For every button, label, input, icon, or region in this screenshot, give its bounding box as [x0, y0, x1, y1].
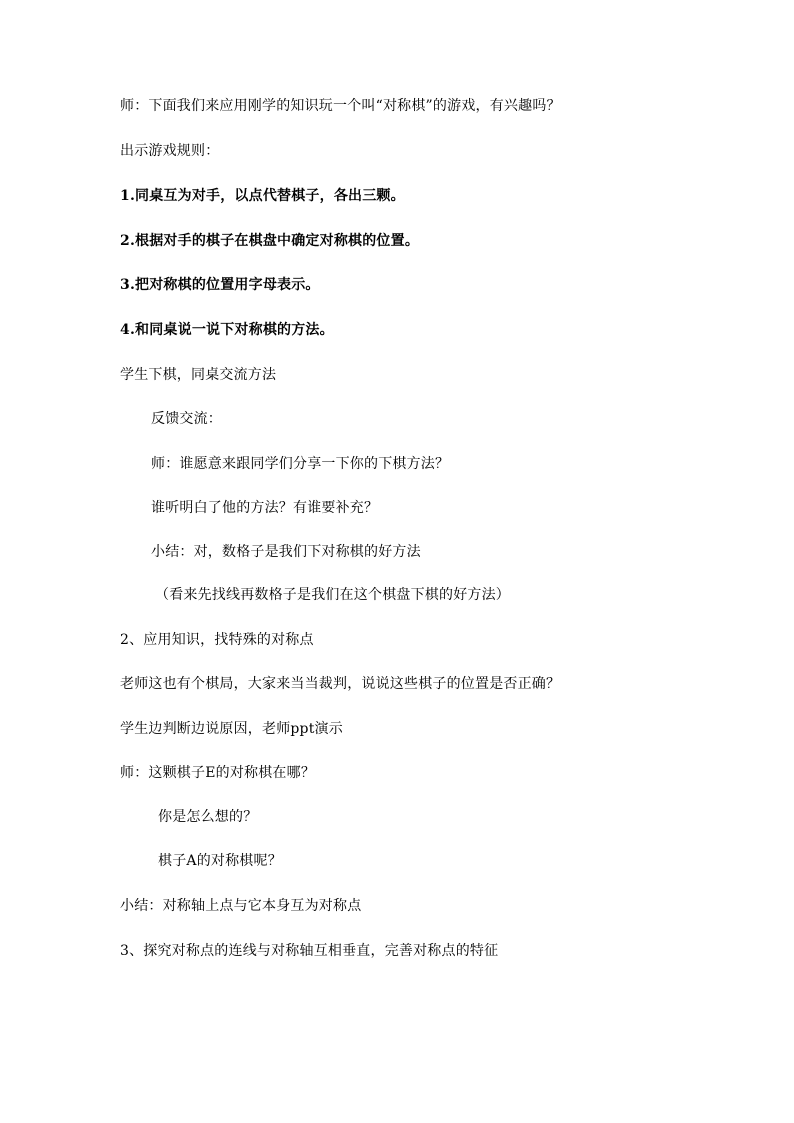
teacher-question-e: 师：这颗棋子E的对称棋在哪？ [120, 765, 316, 781]
section-3-heading: 3、探究对称点的连线与对称轴互相垂直，完善对称点的特征 [120, 943, 499, 959]
student-activity: 学生下棋，同桌交流方法 [120, 367, 277, 383]
section-2-heading: 2、应用知识，找特殊的对称点 [120, 632, 314, 648]
rule-item-4: 4.和同桌说一说下对称棋的方法。 [120, 322, 334, 338]
teacher-question-share: 师：谁愿意来跟同学们分享一下你的下棋方法？ [151, 456, 450, 472]
question-piece-a: 棋子A的对称棋呢？ [158, 853, 282, 869]
question-how-think: 你是怎么想的？ [158, 809, 258, 825]
game-rules-heading: 出示游戏规则： [120, 143, 220, 159]
summary-axis-points: 小结：对称轴上点与它本身互为对称点 [120, 898, 362, 914]
rule-item-2: 2.根据对手的棋子在棋盘中确定对称棋的位置。 [120, 233, 420, 249]
dialogue-teacher-intro: 师：下面我们来应用刚学的知识玩一个叫“对称棋”的游戏，有兴趣吗？ [120, 98, 561, 114]
summary-count-squares: 小结：对，数格子是我们下对称棋的好方法 [151, 544, 421, 560]
teacher-question-supplement: 谁听明白了他的方法？有谁要补充？ [151, 500, 379, 516]
rule-item-3: 3.把对称棋的位置用字母表示。 [120, 277, 320, 293]
feedback-heading: 反馈交流： [151, 411, 222, 427]
teacher-referee-prompt: 老师这也有个棋局，大家来当当裁判，说说这些棋子的位置是否正确？ [120, 676, 561, 692]
parenthetical-note: （看来先找线再数格子是我们在这个棋盘下棋的好方法） [155, 587, 510, 603]
student-judge-activity: 学生边判断边说原因，老师ppt演示 [120, 721, 343, 737]
rule-item-1: 1.同桌互为对手，以点代替棋子，各出三颗。 [120, 188, 405, 204]
